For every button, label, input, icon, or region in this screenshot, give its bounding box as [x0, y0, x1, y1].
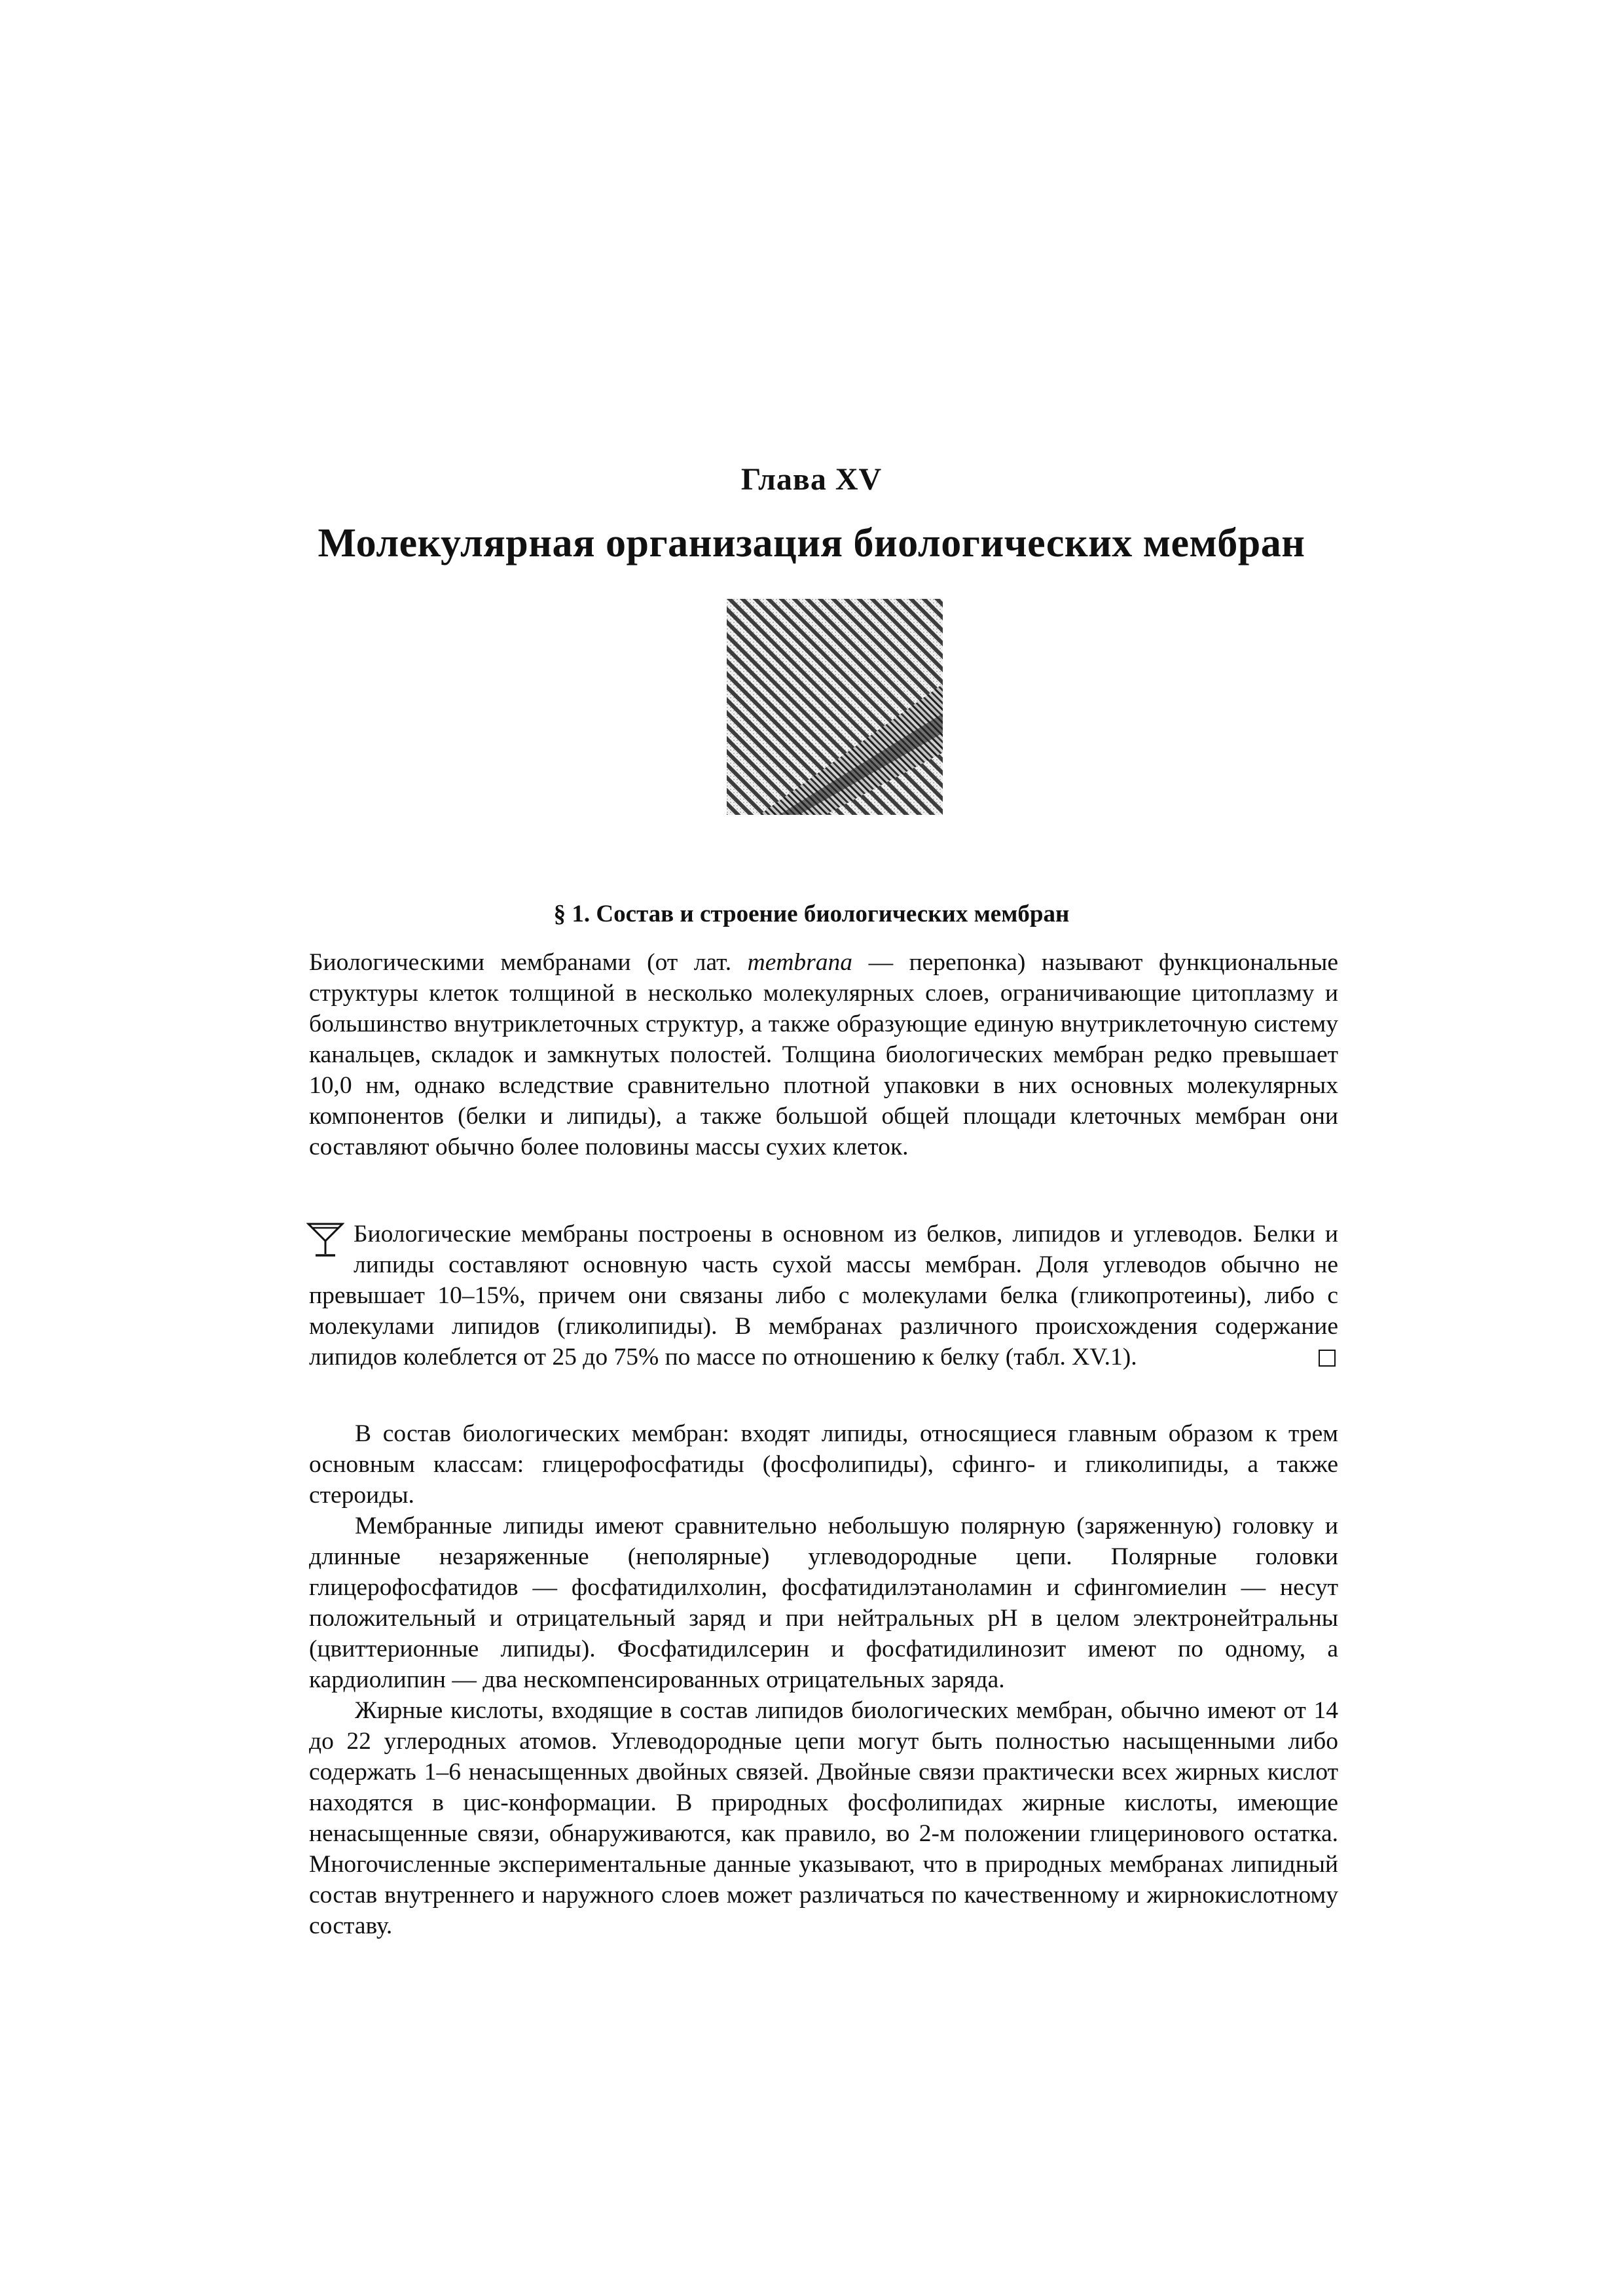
intro-paragraph	[309, 947, 1338, 1162]
section-title: § 1. Состав и строение биологических мембран	[553, 901, 1070, 927]
note-paragraph	[309, 1219, 1338, 1372]
membrane-texture-emblem	[727, 599, 943, 815]
chapter-title: Молекулярная организация биологических мембран	[318, 521, 1305, 565]
body-paragraph-1: В состав биологических мембран: входят липиды, относящиеся главным образом к трем основным классам: глицерофосфатиды (фосфолипиды), сфинго- и гликолипиды, а также стероиды.	[309, 1420, 1338, 1509]
body-paragraphs	[309, 1418, 1338, 1941]
latin-term: membrana	[747, 949, 853, 976]
body-paragraph-2: Мембранные липиды имеют сравнительно небольшую полярную (заряженную) головку и длинные незаряженные (неполярные) углеводородные цепи. Полярные головки глицерофосфатидов — фосфатидилхолин, фосфатидилэтаноламин и сфингомиелин — несут положительный и отрицательный заряд и при нейтральных pH в целом электронейтральны (цвиттерионные липиды). Фосфатидилсерин и фосфатидилинозит имеют по одному, а кардиолипин — два нескомпенсированных отрицательных заряда.	[309, 1513, 1338, 1693]
intro-text-start: Биологическими мембранами (от лат.	[309, 949, 748, 976]
end-of-proof-square-icon	[1319, 1350, 1336, 1367]
intro-text-end: — перепонка) называют функциональные структуры клеток толщиной в несколько молекулярных слоев, ограничивающие цитоплазму и большинство внутриклеточных структур, а также образующие единую внутриклеточную систему канальцев, складок и замкнутых полостей. Толщина биологических мембран редко превышает 10,0 нм, однако вследствие сравнительно плотной упаковки в них основных молекулярных компонентов (белки и липиды), а также большой общей площади клеточных мембран они составляют обычно более половины массы сухих клеток.	[309, 949, 1338, 1160]
chapter-label: Глава XV	[740, 462, 883, 497]
body-paragraph-3: Жирные кислоты, входящие в состав липидов биологических мембран, обычно имеют от 14 до 22 углеродных атомов. Углеводородные цепи могут быть полностью насыщенными либо содержать 1–6 ненасыщенных двойных связей. Двойные связи практически всех жирных кислот находятся в цис-конформации. В природных фосфолипидах жирные кислоты, имеющие ненасыщенные связи, обнаруживаются, как правило, во 2-м положении глицеринового остатка. Многочисленные экспериментальные данные указывают, что в природных мембранах липидный состав внутреннего и наружного слоев может различаться по качественному и жирнокислотному составу.	[309, 1697, 1338, 1939]
note-text: Биологические мембраны построены в основном из белков, липидов и углеводов. Белки и липиды составляют основную часть сухой массы мембран. Доля углеводов обычно не превышает 10–15%, причем они связаны либо с молекулами белка (гликопротеины), либо с молекулами липидов (гликолипиды). В мембранах различного происхождения содержание липидов колеблется от 25 до 75% по массе по отношению к белку (табл. XV.1).	[309, 1221, 1338, 1371]
martini-glass-icon	[306, 1221, 344, 1259]
